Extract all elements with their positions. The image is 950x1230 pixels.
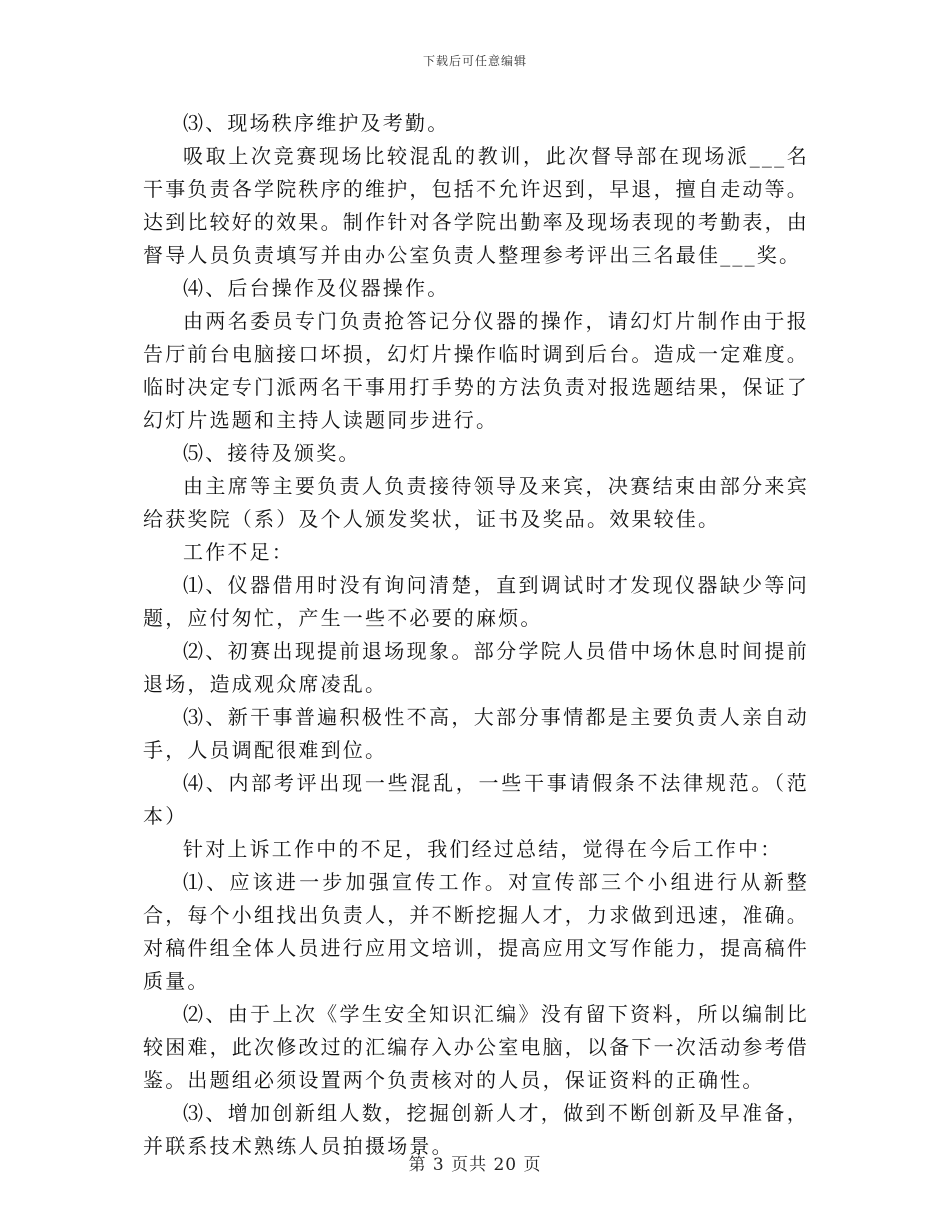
paragraph: ⑸、接待及颁奖。 (183, 441, 361, 465)
paragraph: ⑷、内部考评出现一些混乱，一些干事请假条不法律规范。（范本） (143, 771, 809, 828)
paragraph: ⑶、新干事普遍积极性不高，大部分事情都是主要负责人亲自动手，人员调配很难到位。 (143, 705, 809, 762)
document-body (143, 107, 809, 1163)
paragraph: ⑴、应该进一步加强宣传工作。对宣传部三个小组进行从新整合，每个小组找出负责人，并不断挖掘人才，力求做到迅速，准确。对稿件组全体人员进行应用文培训，提高应用文写作能力，提高稿件质量。 (143, 870, 809, 993)
paragraph: 吸取上次竞赛现场比较混乱的教训，此次督导部在现场派___名干事负责各学院秩序的维护，包括不允许迟到，早退，擅自走动等。达到比较好的效果。制作针对各学院出勤率及现场表现的考勤表，由督导人员负责填写并由办公室负责人整理参考评出三名最佳___奖。 (143, 144, 809, 267)
paragraph: 由两名委员专门负责抢答记分仪器的操作，请幻灯片制作由于报告厅前台电脑接口坏损，幻灯片操作临时调到后台。造成一定难度。临时决定专门派两名干事用打手势的方法负责对报选题结果，保证了幻灯片选题和主持人读题同步进行。 (143, 309, 809, 432)
page-header: 下载后可任意编辑 (422, 54, 527, 68)
paragraph: ⑷、后台操作及仪器操作。 (183, 276, 450, 300)
paragraph: 工作不足： (183, 540, 294, 564)
paragraph: ⑶、增加创新组人数，挖掘创新人才，做到不断创新及早准备，并联系技术熟练人员拍摄场景。 (143, 1101, 809, 1158)
page-number: 第 3 页共 20 页 (408, 1155, 542, 1175)
paragraph: ⑵、初赛出现提前退场现象。部分学院人员借中场休息时间提前退场，造成观众席凌乱。 (143, 639, 809, 696)
paragraph: 由主席等主要负责人负责接待领导及来宾，决赛结束由部分来宾给获奖院（系）及个人颁发奖状，证书及奖品。效果较佳。 (143, 474, 809, 531)
paragraph: ⑴、仪器借用时没有询问清楚，直到调试时才发现仪器缺少等问题，应付匆忙，产生一些不必要的麻烦。 (143, 573, 809, 630)
paragraph: ⑶、现场秩序维护及考勤。 (183, 111, 450, 135)
paragraph: ⑵、由于上次《学生安全知识汇编》没有留下资料，所以编制比较困难，此次修改过的汇编存入办公室电脑，以备下一次活动参考借鉴。出题组必须设置两个负责核对的人员，保证资料的正确性。 (143, 1002, 809, 1092)
paragraph: 针对上诉工作中的不足，我们经过总结，觉得在今后工作中： (183, 837, 783, 861)
